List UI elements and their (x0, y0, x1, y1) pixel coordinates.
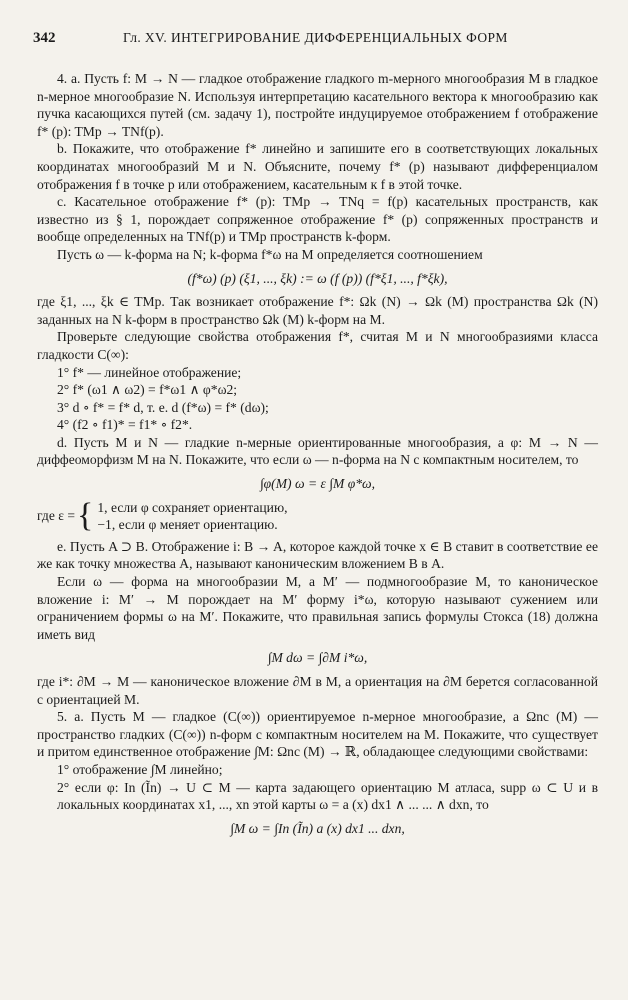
problem-4a: 4. а. Пусть f: M → N — гладкое отображение гладкого m-мерного многообразия M в гладкое n-мерное многообразие N. Используя интерпретацию касательного вектора к многообразию как пучка касающихся путей (см. задачу 1), постройте индуцируемое отображением f отображение f* (p): TMp → TNf(p). (37, 71, 598, 139)
case-preserves: 1, если φ сохраняет ориентацию, (97, 499, 288, 515)
paragraph-restriction: Если ω — форма на многообразии M, а M′ — подмногообразие M, то каноническое вложение i: M′ → M порождает на M′ форму i*ω, которую называют сужением или ограничением формы ω на M′. Покажите, что правильная запись формулы Стокса (18) должна иметь вид (37, 574, 598, 642)
page-body (37, 70, 598, 843)
property-4: 4° (f2 ∘ f1)* = f1* ∘ f2*. (57, 417, 193, 433)
brace-icon: { (77, 497, 94, 535)
property-2: 2° f* (ω1 ∧ ω2) = f*ω1 ∧ φ*ω2; (57, 382, 238, 398)
problem-4c: c. Касательное отображение f* (p): TMp → TNq = f(p) касательных пространств, как известно из § 1, порождает сопряженное отображение f* (p) сопряженных пространств и вообще определенных на TNf(p) и TMp пространств k-форм. (37, 194, 598, 245)
paragraph-properties: Проверьте следующие свойства отображения f*, считая M и N многообразиями класса гладкости C(∞): (37, 329, 598, 362)
problem-4b: b. Покажите, что отображение f* линейно и запишите его в соответствующих локальных координатах многообразий M и N. Объясните, почему f* (p) называют дифференциалом отображения f в точке p или отображением, касательным к f в этой точке. (37, 141, 598, 192)
local-integral-formula: ∫M ω = ∫In (Ĩn) a (x) dx1 ... dxn, (230, 820, 405, 836)
pullback-formula: (f*ω) (p) (ξ1, ..., ξk) := ω (f (p)) (f*ξ1, ..., f*ξk), (187, 270, 448, 286)
running-title: Гл. XV. ИНТЕГРИРОВАНИЕ ДИФФЕРЕНЦИАЛЬНЫХ ФОРМ (123, 30, 508, 45)
page-header (33, 30, 598, 52)
property-1: 1° f* — линейное отображение; (57, 364, 242, 380)
problem-4d: d. Пусть M и N — гладкие n-мерные ориентированные многообразия, а φ: M → N — диффеоморфизм M на N. Покажите, что если ω — n-форма на N с компактным носителем, то (37, 434, 598, 468)
paragraph-canonical: где i*: ∂M → M — каноническое вложение ∂M в M, а ориентация на ∂M берется согласованной с ориентацией M. (37, 674, 598, 707)
where-epsilon-label: где ε = (37, 508, 76, 524)
integral-property-1: 1° отображение ∫M линейно; (57, 761, 223, 777)
problem-5a: 5. а. Пусть M — гладкое (C(∞)) ориентируемое n-мерное многообразие, а Ωnc (M) — пространство гладких (C(∞)) n-форм с компактным носителем на M. Покажите, что существует и притом единственное отображение ∫M: Ωnc (M) → ℝ, обладающее следующими свойствами: (37, 709, 598, 760)
case-reverses: −1, если φ меняет ориентацию. (97, 517, 278, 533)
integral-property-2: 2° если φ: In (Ĩn) → U ⊂ M — карта задающего ориентацию M атласа, supp ω ⊂ U и в локальных координатах x1, ..., xn этой карты ω = a (x) dx1 ∧ ... ... ∧ dxn, то (57, 779, 598, 813)
page-number: 342 (33, 30, 56, 46)
property-3: 3° d ∘ f* = f* d, т. е. d (f*ω) = f* (dω); (57, 399, 269, 415)
paragraph-k-form: Пусть ω — k-форма на N; k-форма f*ω на M определяется соотношением (57, 246, 483, 262)
problem-4e: e. Пусть A ⊃ B. Отображение i: B → A, которое каждой точке x ∈ B ставит в соответствие ее же как точку множества A, называют каноническим вложением B в A. (37, 538, 598, 572)
integral-diffeo-formula: ∫φ(M) ω = ε ∫M φ*ω, (259, 476, 376, 492)
paragraph-where-xi: где ξ1, ..., ξk ∈ TMp. Так возникает отображение f*: Ωk (N) → Ωk (M) пространства Ωk (N) заданных на N k-форм в пространство Ωk (M) k-форм на M. (37, 294, 598, 327)
stokes-formula: ∫M dω = ∫∂M i*ω, (267, 650, 368, 666)
epsilon-cases (37, 499, 598, 534)
